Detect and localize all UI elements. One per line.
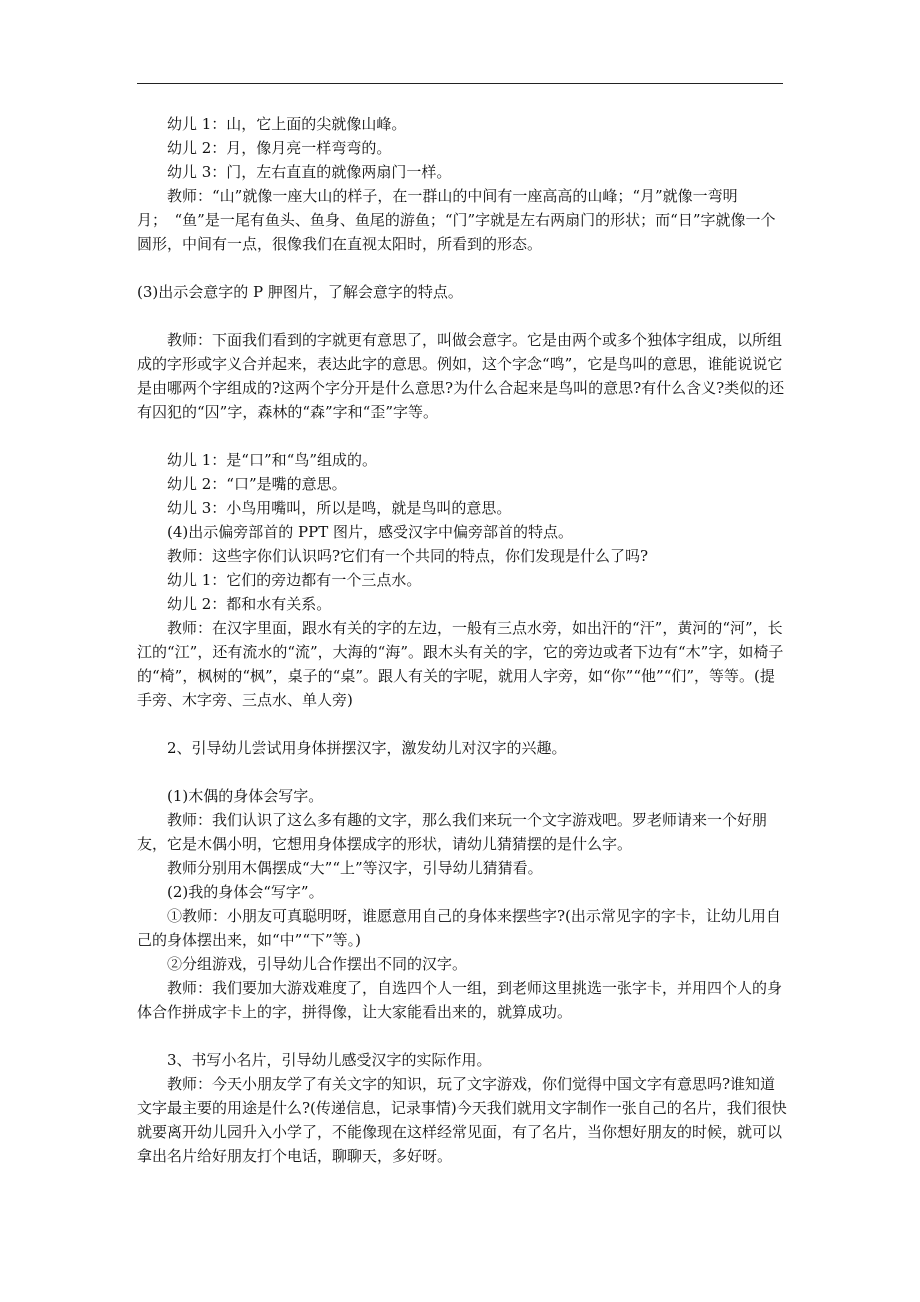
paragraph: (4)出示偏旁部首的 PPT 图片，感受汉字中偏旁部首的特点。 — [167, 523, 573, 541]
document-body — [137, 112, 787, 1168]
paragraph: (1)木偶的身体会写字。 — [167, 787, 324, 805]
paragraph: 教师：今天小朋友学了有关文字的知识，玩了文字游戏，你们觉得中国文字有意思吗?谁知道文字最主要的用途是什么?(传递信息，记录事情)今天我们就用文字制作一张自己的名片，我们很快就要离开幼儿园升入小学了，不能像现在这样经常见面，有了名片，当你想好朋友的时候，就可以拿出名片给好朋友打个电话，聊聊天，多好呀。 — [137, 1075, 787, 1165]
paragraph: 幼儿 2：“口”是嘴的意思。 — [167, 475, 347, 493]
paragraph: 教师：这些字你们认识吗?它们有一个共同的特点，你们发现是什么了吗? — [167, 547, 649, 565]
paragraph: 教师：在汉字里面，跟水有关的字的左边，一般有三点水旁，如出汗的“汗”，黄河的“河”，长江的“江”，还有流水的“流”，大海的“海”。跟木头有关的字，它的旁边或者下边有“木”字，如椅子的“椅”，枫树的“枫”，桌子的“桌”。跟人有关的字呢，就用人字旁，如“你”“他”“们”，等等。(提手旁、木字旁、三点水、单人旁) — [137, 619, 784, 709]
paragraph: 教师：“山”就像一座大山的样子，在一群山的中间有一座高高的山峰；“月”就像一弯明月； “鱼”是一尾有鱼头、鱼身、鱼尾的游鱼；“门”字就是左右两扇门的形状；而“日”字就像一个圆形，中间有一点，很像我们在直视太阳时，所看到的形态。 — [137, 187, 776, 253]
paragraph: ②分组游戏，引导幼儿合作摆出不同的汉字。 — [167, 955, 468, 973]
paragraph: 2、引导幼儿尝试用身体拼摆汉字，激发幼儿对汉字的兴趣。 — [167, 739, 567, 757]
paragraph: (2)我的身体会“写字”。 — [167, 883, 324, 901]
paragraph: 幼儿 1：山，它上面的尖就像山峰。 — [167, 115, 407, 133]
paragraph: 幼儿 1：它们的旁边都有一个三点水。 — [167, 571, 422, 589]
paragraph: 幼儿 3：门，左右直直的就像两扇门一样。 — [167, 163, 452, 181]
paragraph: 幼儿 1：是“口”和“鸟”组成的。 — [167, 451, 377, 469]
paragraph: 教师分别用木偶摆成“大”“上”等汉字，引导幼儿猜猜看。 — [167, 859, 543, 877]
paragraph: 教师：我们认识了这么多有趣的文字，那么我们来玩一个文字游戏吧。罗老师请来一个好朋友，它是木偶小明，它想用身体摆成字的形状，请幼儿猜猜摆的是什么字。 — [137, 811, 768, 853]
paragraph: 3、书写小名片，引导幼儿感受汉字的实际作用。 — [167, 1051, 492, 1069]
header-rule — [137, 83, 783, 84]
paragraph: 幼儿 2：月，像月亮一样弯弯的。 — [167, 139, 392, 157]
paragraph: 幼儿 2：都和水有关系。 — [167, 595, 332, 613]
paragraph: (3)出示会意字的 P 胛图片，了解会意字的特点。 — [137, 283, 463, 301]
paragraph: 教师：我们要加大游戏难度了，自选四个人一组，到老师这里挑选一张字卡，并用四个人的身体合作拼成字卡上的字，拼得像，让大家能看出来的，就算成功。 — [137, 979, 783, 1021]
paragraph: ①教师：小朋友可真聪明呀，谁愿意用自己的身体来摆些字?(出示常见字的字卡，让幼儿用自己的身体摆出来，如“中”“下”等。) — [137, 907, 781, 949]
paragraph: 幼儿 3：小鸟用嘴叫，所以是鸣，就是鸟叫的意思。 — [167, 499, 512, 517]
paragraph: 教师：下面我们看到的字就更有意思了，叫做会意字。它是由两个或多个独体字组成，以所组成的字形或字义合并起来，表达此字的意思。例如，这个字念“鸣”，它是鸟叫的意思，谁能说说它是由哪两个字组成的?这两个字分开是什么意思?为什么合起来是鸟叫的意思?有什么含义?类似的还有囚犯的“囚”字，森林的“森”字和“歪”字等。 — [137, 331, 785, 421]
